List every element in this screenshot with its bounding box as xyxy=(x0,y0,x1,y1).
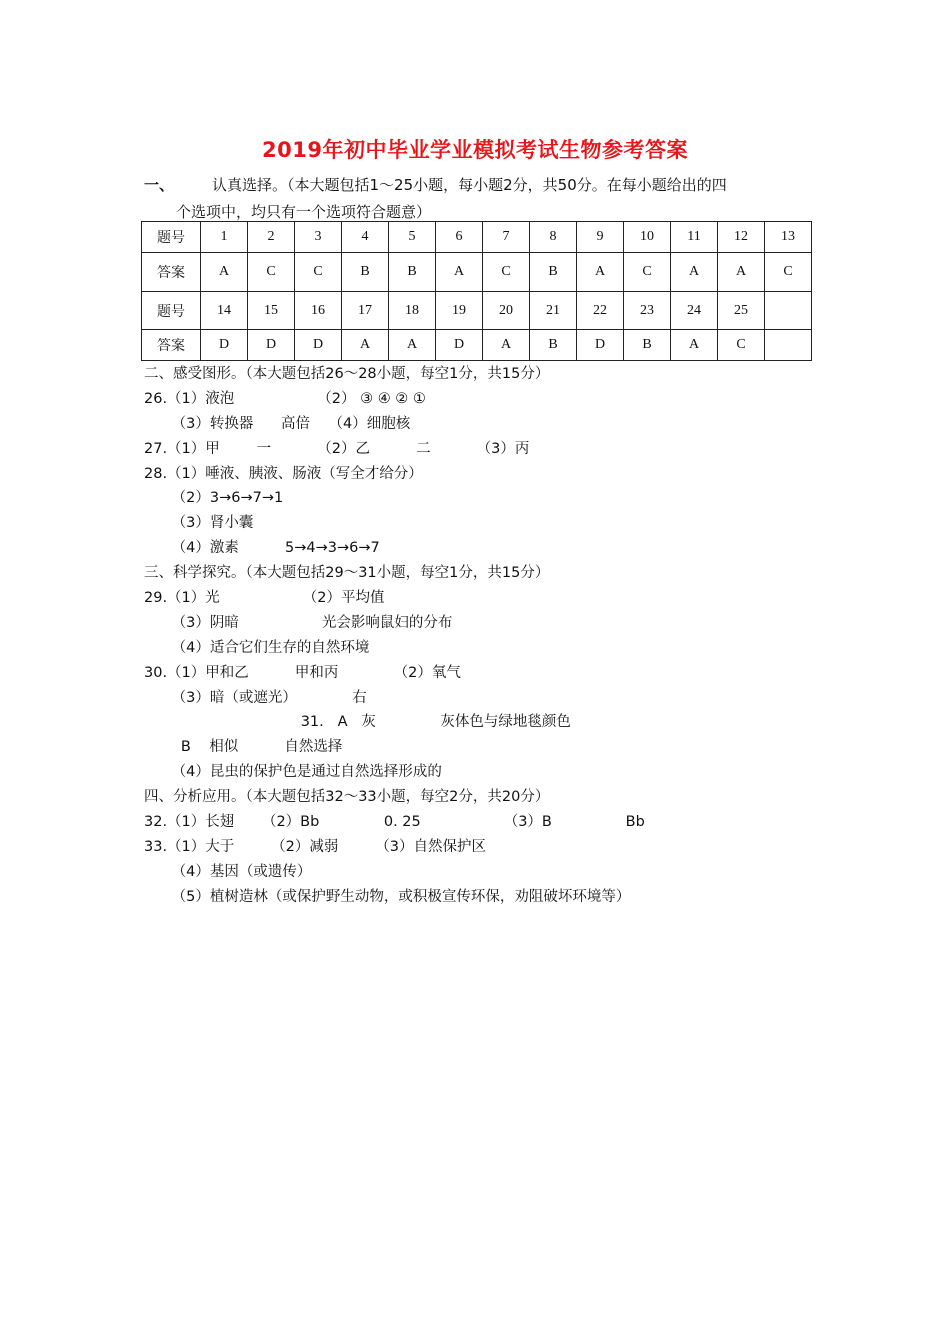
answer-line: 三、科学探究。（本大题包括29～31小题，每空1分，共15分） xyxy=(144,565,550,582)
table-cell: 17 xyxy=(342,292,389,330)
table-cell: 3 xyxy=(295,222,342,253)
section-1-instruction: 认真选择。（本大题包括1～25小题，每小题2分，共50分。在每小题给出的四 xyxy=(212,176,727,194)
answer-line: （3）阴暗 光会影响鼠妇的分布 xyxy=(144,614,453,631)
table-cell: 18 xyxy=(389,292,436,330)
answer-line: 30.（1）甲和乙 甲和丙 （2）氧气 xyxy=(144,664,461,681)
table-cell: 7 xyxy=(483,222,530,253)
table-cell: 22 xyxy=(577,292,624,330)
table-cell: A xyxy=(389,330,436,361)
table-cell: 9 xyxy=(577,222,624,253)
section-1-number: 一、 xyxy=(144,176,175,194)
answer-line: （4）适合它们生存的自然环境 xyxy=(144,639,370,656)
table-cell: 4 xyxy=(342,222,389,253)
answer-line: 28.（1）唾液、胰液、肠液（写全才给分） xyxy=(144,465,423,482)
table-cell: B xyxy=(624,330,671,361)
table-cell: 19 xyxy=(436,292,483,330)
answer-line: （4）基因（或遗传） xyxy=(144,863,312,880)
table-cell: 24 xyxy=(671,292,718,330)
table-row-label: 题号 xyxy=(142,222,201,253)
table-row-label: 题号 xyxy=(142,292,201,330)
answer-line: 31. A 灰 灰体色与绿地毯颜色 xyxy=(144,714,571,731)
table-cell: 15 xyxy=(248,292,295,330)
page-title: 2019年初中毕业学业模拟考试生物参考答案 xyxy=(262,138,688,162)
table-cell: 12 xyxy=(718,222,765,253)
table-cell: A xyxy=(436,253,483,292)
answer-line: B 相似 自然选择 xyxy=(144,739,343,756)
table-cell: D xyxy=(436,330,483,361)
table-cell: A xyxy=(577,253,624,292)
table-cell: 20 xyxy=(483,292,530,330)
table-cell: D xyxy=(295,330,342,361)
table-cell: 11 xyxy=(671,222,718,253)
answer-line: 33.（1）大于 （2）减弱 （3）自然保护区 xyxy=(144,838,486,855)
table-cell: C xyxy=(295,253,342,292)
table-cell: D xyxy=(248,330,295,361)
table-cell: A xyxy=(201,253,248,292)
table-cell: 2 xyxy=(248,222,295,253)
table-cell: C xyxy=(483,253,530,292)
table-row xyxy=(142,222,812,253)
table-cell: 1 xyxy=(201,222,248,253)
table-cell: 16 xyxy=(295,292,342,330)
table-cell: B xyxy=(389,253,436,292)
answer-line: （3）转换器 高倍 （4）细胞核 xyxy=(144,415,411,432)
answer-line: 26.（1）液泡 （2） ③ ④ ② ① xyxy=(144,390,426,407)
table-cell: 21 xyxy=(530,292,577,330)
table-cell: 14 xyxy=(201,292,248,330)
answer-line: （3）暗（或遮光） 右 xyxy=(144,689,367,706)
table-cell: A xyxy=(671,330,718,361)
answer-line: （5）植树造林（或保护野生动物，或积极宣传环保，劝阻破坏环境等） xyxy=(144,888,631,905)
table-cell: C xyxy=(718,330,765,361)
answer-table xyxy=(141,221,812,361)
table-cell: 25 xyxy=(718,292,765,330)
table-cell: 13 xyxy=(765,222,812,253)
answer-line: 27.（1）甲 一 （2）乙 二 （3）丙 xyxy=(144,440,530,457)
table-cell: A xyxy=(342,330,389,361)
section-1-heading xyxy=(144,172,834,226)
table-cell: C xyxy=(765,253,812,292)
table-cell: 5 xyxy=(389,222,436,253)
table-cell: C xyxy=(624,253,671,292)
answer-line: 四、分析应用。（本大题包括32～33小题，每空2分，共20分） xyxy=(144,789,550,806)
answer-line: 二、感受图形。（本大题包括26～28小题，每空1分，共15分） xyxy=(144,366,550,382)
table-cell: A xyxy=(483,330,530,361)
answer-body xyxy=(144,362,844,910)
table-row-label: 答案 xyxy=(142,330,201,361)
table-cell: 8 xyxy=(530,222,577,253)
table-cell: B xyxy=(530,253,577,292)
table-cell: B xyxy=(530,330,577,361)
answer-line: （2）3→6→7→1 xyxy=(144,490,284,507)
table-row xyxy=(142,292,812,330)
table-row-label: 答案 xyxy=(142,253,201,292)
table-cell: 10 xyxy=(624,222,671,253)
table-cell: A xyxy=(671,253,718,292)
table-cell xyxy=(765,292,812,330)
answer-line: 29.（1）光 （2）平均值 xyxy=(144,590,385,607)
table-row xyxy=(142,330,812,361)
table-cell: 23 xyxy=(624,292,671,330)
table-cell: D xyxy=(577,330,624,361)
answer-line: （4）昆虫的保护色是通过自然选择形成的 xyxy=(144,764,442,781)
section-1-line-2: 个选项中，均只有一个选项符合题意） xyxy=(176,203,432,221)
table-cell: B xyxy=(342,253,389,292)
table-cell: A xyxy=(718,253,765,292)
table-cell: 6 xyxy=(436,222,483,253)
answer-line: 32.（1）长翅 （2）Bb 0. 25 （3）B Bb xyxy=(144,814,645,831)
table-row xyxy=(142,253,812,292)
table-cell xyxy=(765,330,812,361)
table-cell: C xyxy=(248,253,295,292)
table-cell: D xyxy=(201,330,248,361)
answer-line: （3）肾小囊 xyxy=(144,515,254,532)
answer-line: （4）激素 5→4→3→6→7 xyxy=(144,540,380,557)
section-1-line-1 xyxy=(144,172,834,199)
